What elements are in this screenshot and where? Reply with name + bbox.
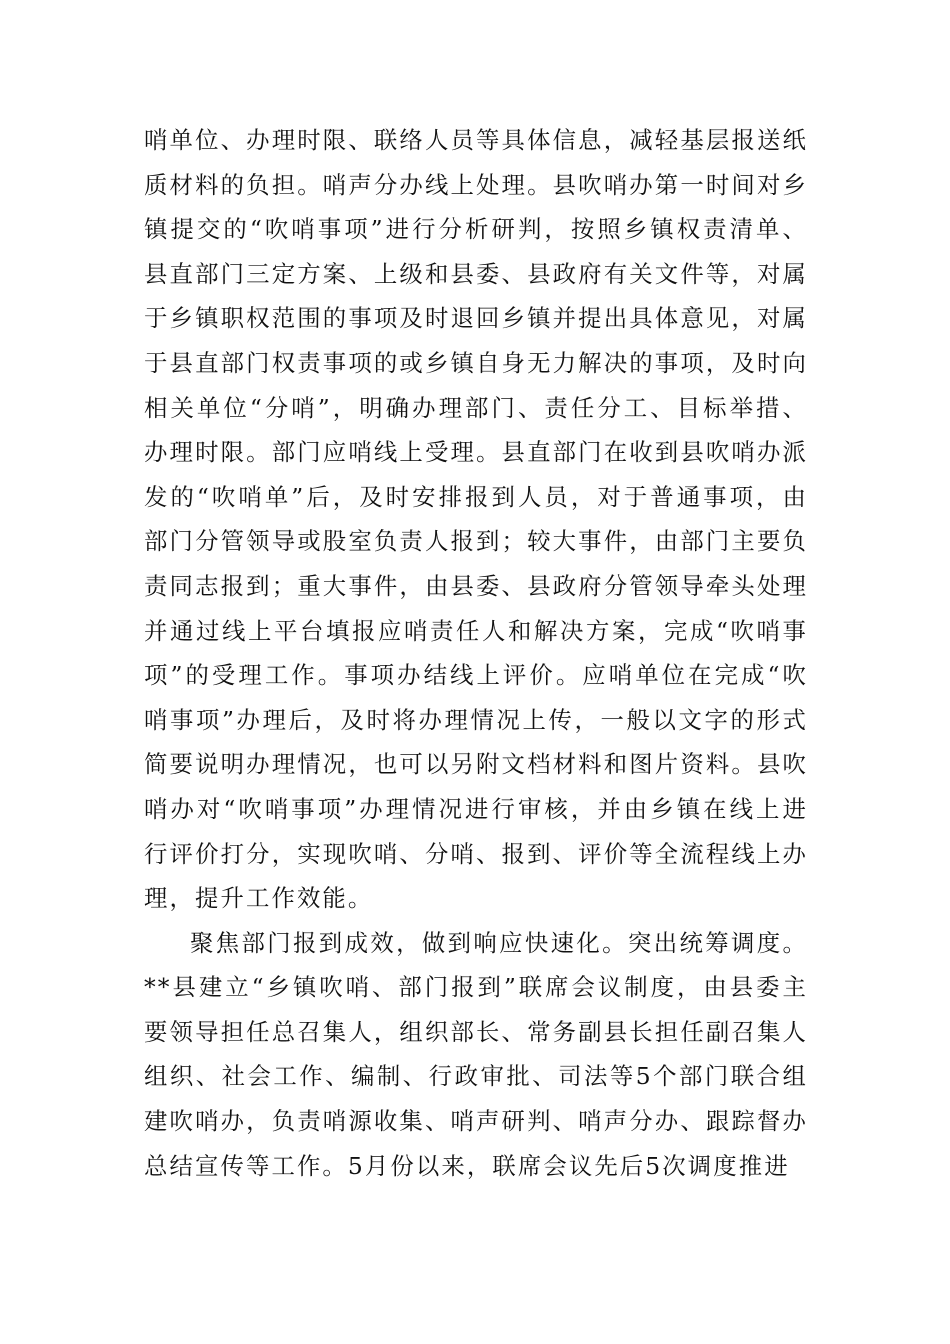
- paragraph-continued: 哨单位、办理时限、联络人员等具体信息，减轻基层报送纸质材料的负担。哨声分办线上处理。县吹哨办第一时间对乡镇提交的“吹哨事项”进行分析研判，按照乡镇权责清单、县直部门三定方案、上级和县委、县政府有关文件等，对属于乡镇职权范围的事项及时退回乡镇并提出具体意见，对属于县直部门权责事项的或乡镇自身无力解决的事项，及时向相关单位“分哨”，明确办理部门、责任分工、目标举措、办理时限。部门应哨线上受理。县直部门在收到县吹哨办派发的“吹哨单”后，及时安排报到人员，对于普通事项，由部门分管领导或股室负责人报到；较大事件，由部门主要负责同志报到；重大事件，由县委、县政府分管领导牵头处理并通过线上平台填报应哨责任人和解决方案，完成“吹哨事项”的受理工作。事项办结线上评价。应哨单位在完成“吹哨事项”办理后，及时将办理情况上传，一般以文字的形式简要说明办理情况，也可以另附文档材料和图片资料。县吹哨办对“吹哨事项”办理情况进行审核，并由乡镇在线上进行评价打分，实现吹哨、分哨、报到、评价等全流程线上办理，提升工作效能。: [144, 126, 808, 913]
- document-body: [144, 118, 808, 1188]
- paragraph-response: 聚焦部门报到成效，做到响应快速化。突出统筹调度。**县建立“乡镇吹哨、部门报到”联席会议制度，由县委主要领导担任总召集人，组织部长、常务副县长担任副召集人组织、社会工作、编制、行政审批、司法等5个部门联合组建吹哨办，负责哨源收集、哨声研判、哨声分办、跟踪督办总结宣传等工作。5月份以来，联席会议先后5次调度推进: [144, 928, 808, 1180]
